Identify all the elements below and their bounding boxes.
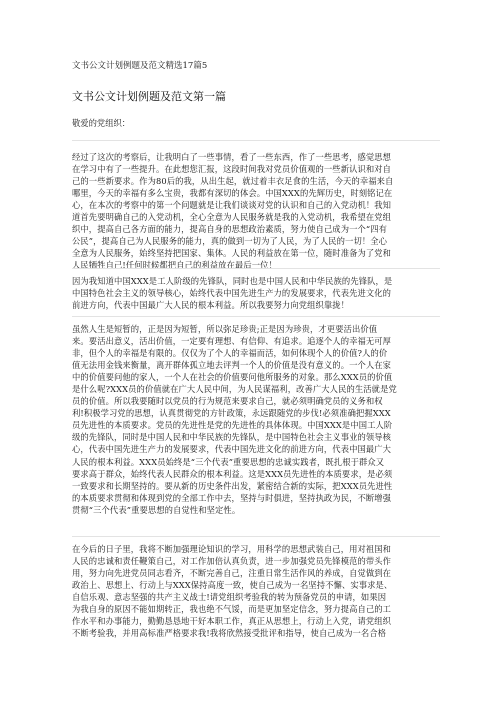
- text-line: 用，努力向先进党员同志看齐，不断完善自己，注重日常生活作风的养成，自觉做到在: [72, 568, 392, 579]
- text-line: 政治上、思想上、行动上与XXX保持高度一致，使自己成为一名坚持不懈、实事求是、: [72, 580, 393, 591]
- document-title: 文书公文计划例题及范文第一篇: [72, 90, 226, 103]
- text-line: 的本质要求贯彻和体现到党的全部工作中去，坚持与时俱进，坚持执政为民，不断增强: [72, 492, 392, 503]
- paragraph: [72, 151, 440, 271]
- text-line: 中的价值要问他的家人，一个人在社会的价值要问他所服务的对象。那么XXX员的价值: [72, 372, 393, 383]
- document-header: 文书公文计划例题及范文精选17篇5: [72, 61, 208, 71]
- paragraph: [72, 275, 440, 311]
- text-line: 作水平和办事能力，勤勤恳恳地干好本职工作，真正从思想上，行动上入党，请党组织: [72, 616, 392, 627]
- text-line: 心，在本次的考察中的第一个问题就是让我们谈谈对党的认识和自己的入党动机！我知: [72, 200, 392, 211]
- divider: [72, 536, 440, 537]
- divider: [72, 316, 440, 317]
- text-line: 中国特色社会主义的领导核心，始终代表中国先进生产力的发展要求，代表先进文化的: [72, 288, 392, 299]
- text-line: 员先进性的本质要求。党员的先进性是党的先进性的具体体现。中国XXX是中国工人阶: [72, 420, 393, 431]
- text-line: 在学习中有了一些提升。在此想您汇报，这段时间我对党员价值观的一些新认识和对自: [72, 164, 392, 175]
- text-line: 人民牺牲自己!任何时候都把自己的利益放在最后一位！: [72, 260, 277, 271]
- text-line: 是什么呢?XXX员的价值就在广大人民中间，为人民谋福利，改善广大人民的生活就是党: [72, 384, 397, 395]
- text-line: 人民的根本利益。XXX员始终是“三个代表”重要思想的忠诚实践者，既扎根于群众又: [72, 456, 385, 467]
- text-line: 哪里，今天的幸福有多么宝贵，我都有深切的体会。中国XXX的先辉历史，时刻铭记在: [72, 188, 393, 199]
- salutation: 敬爱的党组织：: [72, 118, 131, 128]
- text-line: 己的一些新要求。作为80后的我，从出生起，就过着丰衣足食的生活，今天的幸福来自: [72, 176, 394, 187]
- paragraph: [72, 543, 440, 639]
- text-line: 不断考验我，并用高标准严格要求我!我将欣然接受批评和指导，使自己成为一名合格: [72, 628, 387, 639]
- text-line: 经过了这次的考察后，让我明白了一些事情，看了一些东西，作了一些思考，感觉思想: [72, 152, 392, 162]
- text-line: 自信乐观、意志坚强的共产主义战士!请党组织考验我的转为预备党员的申请，如果因: [72, 592, 387, 603]
- text-line: 来。要活出意义，活出价值，一定要有理想、有信仰、有追求。追逐个人的幸福无可厚: [72, 336, 392, 347]
- text-line: 非，但个人的幸福是有限的。仅仅为了个人的幸福而活，如何体现个人的价值?人的价: [72, 348, 388, 359]
- text-line: 虽然人生是短暂的，正是因为短暂，所以弥足珍贵;正是因为珍贵，才更要活出价值: [72, 324, 378, 334]
- paragraph: [72, 323, 440, 516]
- text-line: 道首先要明确自己的入党动机，全心全意为人民服务就是我的入党动机，我希望在党组: [72, 212, 392, 223]
- text-line: 人民的忠诚和责任鞭策自己，对工作加倍认真负责，进一步加强党员先锋模范的带头作: [72, 556, 392, 567]
- text-line: 一致要求和长期坚持的。要从新的历史条件出发，紧密结合新的实际，把XXX员先进性: [72, 480, 393, 491]
- text-line: 心，代表中国先进生产力的发展要求，代表中国先进文化的前进方向，代表中国最广大: [72, 444, 392, 455]
- text-line: 要求高于群众，始终代表人民群众的根本利益。这是XXX员先进性的本质要求，是必须: [72, 468, 393, 479]
- text-line: 织中，提高自己各方面的能力，提高自身的思想政治素质，努力使自己成为一个“四有: [72, 224, 388, 235]
- text-line: 值无法用金钱来衡量，离开群体孤立地去评判一个人的价值是没有意义的。一个人在家: [72, 360, 392, 371]
- text-line: 贯彻“三个代表”重要思想的自觉性和坚定性。: [72, 504, 241, 515]
- text-line: 全意为人民服务，始终坚持把国家、集体。人民的利益放在第一位，随时准备为了党和: [72, 248, 392, 259]
- divider: [72, 268, 440, 269]
- text-line: 公民”，提高自己为人民服务的能力，真的做到一切为了人民，为了人民的一切！全心: [72, 236, 388, 247]
- text-line: 利!积极学习党的思想，认真贯彻党的方针政策，永远跟随党的步伐!必须准确把握XXX: [72, 408, 391, 419]
- text-line: 因为我知道中国XXX是工人阶级的先锋队，同时也是中国人民和中华民族的先锋队，是: [72, 276, 393, 286]
- text-line: 在今后的日子里，我将不断加强理论知识的学习，用科学的思想武装自己，用对祖国和: [72, 544, 392, 554]
- text-line: 员的价值。所以我要随时以党员的行为规范来要求自己，就必须明确党员的义务和权: [72, 396, 383, 407]
- text-line: 前进方向，代表中国最广大人民的根本利益。所以我要努力向党组织靠拢！: [72, 300, 350, 311]
- text-line: 级的先锋队，同时是中国人民和中华民族的先锋队，是中国特色社会主义事业的领导核: [72, 432, 392, 443]
- text-line: 为我自身的原因不能如期转正，我也绝不气馁，而是更加坚定信念，努力提高自己的工: [72, 604, 392, 615]
- divider: [72, 140, 440, 141]
